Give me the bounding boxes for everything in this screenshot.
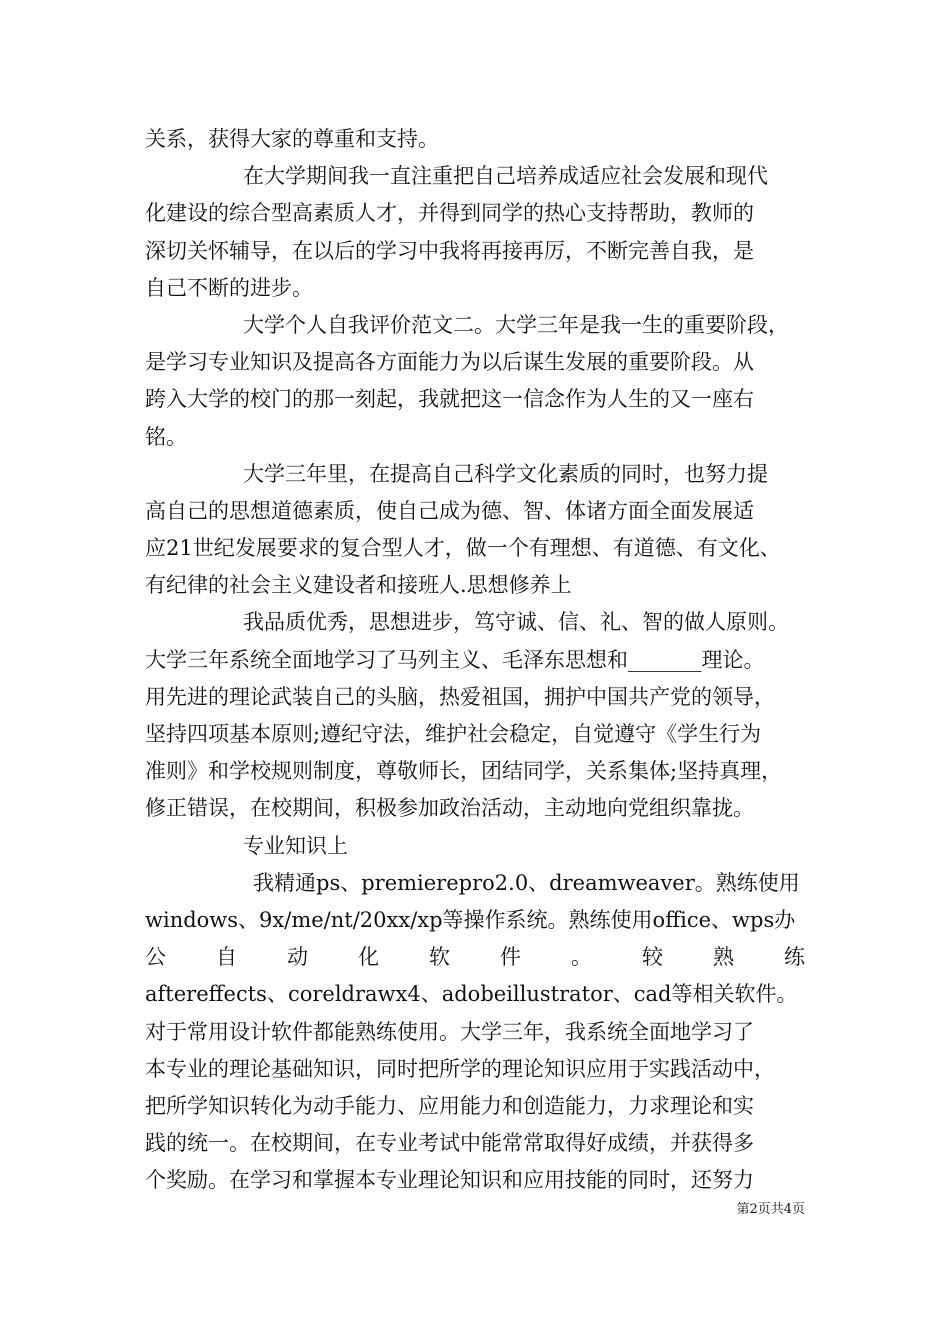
text-line: 在大学期间我一直注重把自己培养成适应社会发展和现代: [243, 164, 768, 189]
char: 较: [642, 945, 663, 970]
text-line: 我品质优秀，思想进步，笃守诚、信、礼、智的做人原则。: [243, 610, 789, 635]
char: 自: [216, 945, 237, 970]
text-line: 大学三年系统全面地学习了马列主义、毛泽东思想和_______理论。: [145, 647, 765, 672]
text-line: 铭。: [145, 424, 187, 449]
char: 动: [287, 945, 308, 970]
text-line: 我精通ps、premierepro2.0、dreamweaver。熟练使用: [253, 870, 800, 895]
text-line: 把所学知识转化为动手能力、应用能力和创造能力，力求理论和实: [145, 1093, 754, 1118]
page-number: 第2页共4页: [736, 1202, 805, 1217]
char: 件: [500, 945, 521, 970]
text-line: 有纪律的社会主义建设者和接班人.思想修养上: [145, 573, 572, 598]
char: 。: [571, 945, 592, 970]
text-line: 践的统一。在校期间，在专业考试中能常常取得好成绩，并获得多: [145, 1131, 754, 1156]
text-line: 用先进的理论武装自己的头脑，热爱祖国，拥护中国共产党的领导，: [145, 684, 775, 709]
char: 熟: [713, 945, 734, 970]
section-heading: 专业知识上: [243, 833, 348, 858]
char: 练: [784, 945, 805, 970]
text-line: 深切关怀辅导，在以后的学习中我将再接再厉，不断完善自我，是: [145, 238, 754, 263]
text-line: 本专业的理论基础知识，同时把所学的理论知识应用于实践活动中，: [145, 1056, 775, 1081]
document-body: [145, 121, 805, 1199]
text-line: 应21世纪发展要求的复合型人才，做一个有理想、有道德、有文化、: [145, 536, 781, 561]
text-line: 对于常用设计软件都能熟练使用。大学三年，我系统全面地学习了: [145, 1019, 754, 1044]
char: 化: [358, 945, 379, 970]
text-line: 是学习专业知识及提高各方面能力为以后谋生发展的重要阶段。从: [145, 350, 754, 375]
text-line: 关系，获得大家的尊重和支持。: [145, 127, 439, 151]
text-line: 大学个人自我评价范文二。大学三年是我一生的重要阶段，: [243, 312, 789, 337]
text-line: 准则》和学校规则制度，尊敬师长，团结同学，关系集体;坚持真理，: [145, 759, 783, 784]
text-line: 大学三年里，在提高自己科学文化素质的同时，也努力提: [243, 461, 768, 486]
text-line: 高自己的思想道德素质，使自己成为德、智、体诸方面全面发展适: [145, 498, 754, 523]
text-line: windows、9x/me/nt/20xx/xp等操作系统。熟练使用office、wps办: [145, 907, 796, 932]
justified-text-line: [145, 939, 805, 976]
text-line: 个奖励。在学习和掌握本专业理论知识和应用技能的同时，还努力: [145, 1168, 754, 1193]
text-line: aftereffects、coreldrawx4、adobeillustrator、cad等相关软件。: [145, 982, 798, 1007]
text-line: 修正错误，在校期间，积极参加政治活动，主动地向党组织靠拢。: [145, 796, 754, 821]
text-line: 化建设的综合型高素质人才，并得到同学的热心支持帮助，教师的: [145, 201, 754, 226]
text-line: 坚持四项基本原则;遵纪守法，维护社会稳定，自觉遵守《学生行为: [145, 722, 762, 746]
char: 软: [429, 945, 450, 970]
text-line: 自己不断的进步。: [145, 275, 313, 300]
char: 公: [145, 945, 166, 970]
text-line: 跨入大学的校门的那一刻起，我就把这一信念作为人生的又一座右: [145, 387, 754, 412]
